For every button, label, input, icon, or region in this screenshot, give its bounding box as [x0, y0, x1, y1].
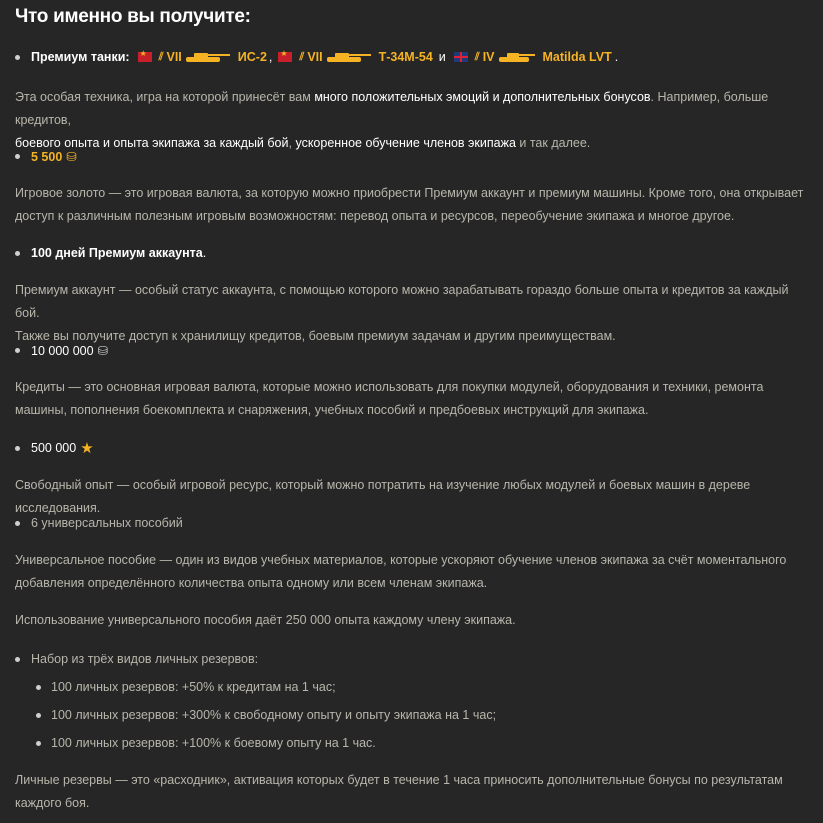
premium-tanks-label: Премиум танки: [31, 50, 130, 64]
star-icon: ★ [80, 440, 94, 457]
tank-icon [497, 50, 537, 64]
gold-coins-icon: ⛁ [66, 150, 77, 164]
tank-name: Т-34М-54 [378, 50, 433, 64]
tank-name: Matilda LVT [542, 50, 612, 64]
tier-icon: ⫽ [299, 50, 305, 63]
uk-flag-icon [454, 52, 468, 62]
reserves-label: Набор из трёх видов личных резервов: [31, 652, 259, 666]
free-xp-item [15, 439, 94, 457]
tank-name: ИС-2 [237, 50, 267, 64]
tier-icon: ⫽ [158, 50, 164, 63]
manuals-usage: Использование универсального пособия даёт 250 000 опыта каждому члену экипажа. [15, 613, 516, 627]
manuals-description: Универсальное пособие — один из видов учебных материалов, которые ускоряют обучение членов экипажа за счёт моментального добавления определённого количества опыта одному или всем членам экипажа. [15, 553, 787, 590]
premium-account-label: 100 дней Премиум аккаунта [31, 246, 203, 260]
free-xp-description: Свободный опыт — особый игровой ресурс, который можно потратить на изучение любых модулей и боевых машин в дереве исследования. [15, 478, 751, 515]
reserves-description: Личные резервы — это «расходник», активация которых будет в течение 1 часа приносить дополнительные бонусы по результатам каждого боя. [15, 773, 783, 810]
bullet-dot [15, 348, 20, 353]
manuals-item [15, 516, 183, 530]
gold-item [15, 149, 77, 164]
manuals-label: 6 универсальных пособий [31, 516, 183, 530]
bullet-dot [15, 251, 20, 256]
bullet-dot [15, 55, 20, 60]
tier-icon: ⫽ [474, 50, 480, 63]
bullet-dot [15, 446, 20, 451]
premium-account-item: 100 дней Премиум аккаунта . [15, 246, 206, 260]
credits-description: Кредиты — это основная игровая валюта, которые можно использовать для покупки модулей, оборудования и техники, ремонта машины, пополнения боекомплекта и снаряжения, учебных пособий и предбоевых инструкций для экипажа. [15, 380, 764, 417]
premium-tanks-description: Эта особая техника, игра на которой принесёт вам много положительных эмоций и дополнительных бонусов. Например, больше кредитов, боевого опыта и опыта экипажа за каждый бой, ускоренное обучение членов экипажа и так далее. [15, 90, 769, 150]
ussr-flag-icon [138, 52, 152, 62]
bullet-dot [36, 713, 41, 718]
bullet-dot [36, 685, 41, 690]
tank-tier: VII [166, 50, 182, 64]
page-title: Что именно вы получите: [15, 6, 251, 27]
free-xp-amount: 500 000 [31, 441, 77, 455]
credits-item [15, 343, 108, 358]
tank-tier: VII [307, 50, 323, 64]
reserves-item [15, 652, 258, 666]
bullet-dot [15, 657, 20, 662]
bullet-dot [15, 154, 20, 159]
gold-amount: 5 500 [31, 149, 63, 164]
tank-icon [325, 50, 373, 64]
reserve-subitem: 100 личных резервов: +300% к свободному опыту и опыту экипажа на 1 час; [36, 708, 496, 722]
premium-account-description: Премиум аккаунт — особый статус аккаунта, с помощью которого можно зарабатывать гораздо больше опыта и кредитов за каждый бой. Также вы получите доступ к хранилищу кредитов, боевым премиум задачам и другим преимуществам. [15, 283, 789, 343]
reserve-subitem: 100 личных резервов: +50% к кредитам на 1 час; [36, 680, 336, 694]
bullet-dot [36, 741, 41, 746]
ussr-flag-icon [278, 52, 292, 62]
reserve-subitem: 100 личных резервов: +100% к боевому опыту на 1 час. [36, 736, 376, 750]
tank-icon [184, 50, 232, 64]
credits-icon: ⛁ [97, 344, 109, 358]
premium-tanks-item: Премиум танки: ★ ⫽ VII ИС-2 , ★ ⫽ VII Т-34М-54 и ⫽ IV Matilda LVT . [15, 50, 618, 64]
bullet-dot [15, 521, 20, 526]
credits-amount: 10 000 000 [31, 343, 94, 358]
gold-description: Игровое золото — это игровая валюта, за которую можно приобрести Премиум аккаунт и премиум машины. Кроме того, она открывает доступ к различным полезным игровым возможностям: перевод опыта и ресурсов, переобучение экипажа и многое другое. [15, 186, 804, 223]
tank-tier: IV [482, 50, 495, 64]
